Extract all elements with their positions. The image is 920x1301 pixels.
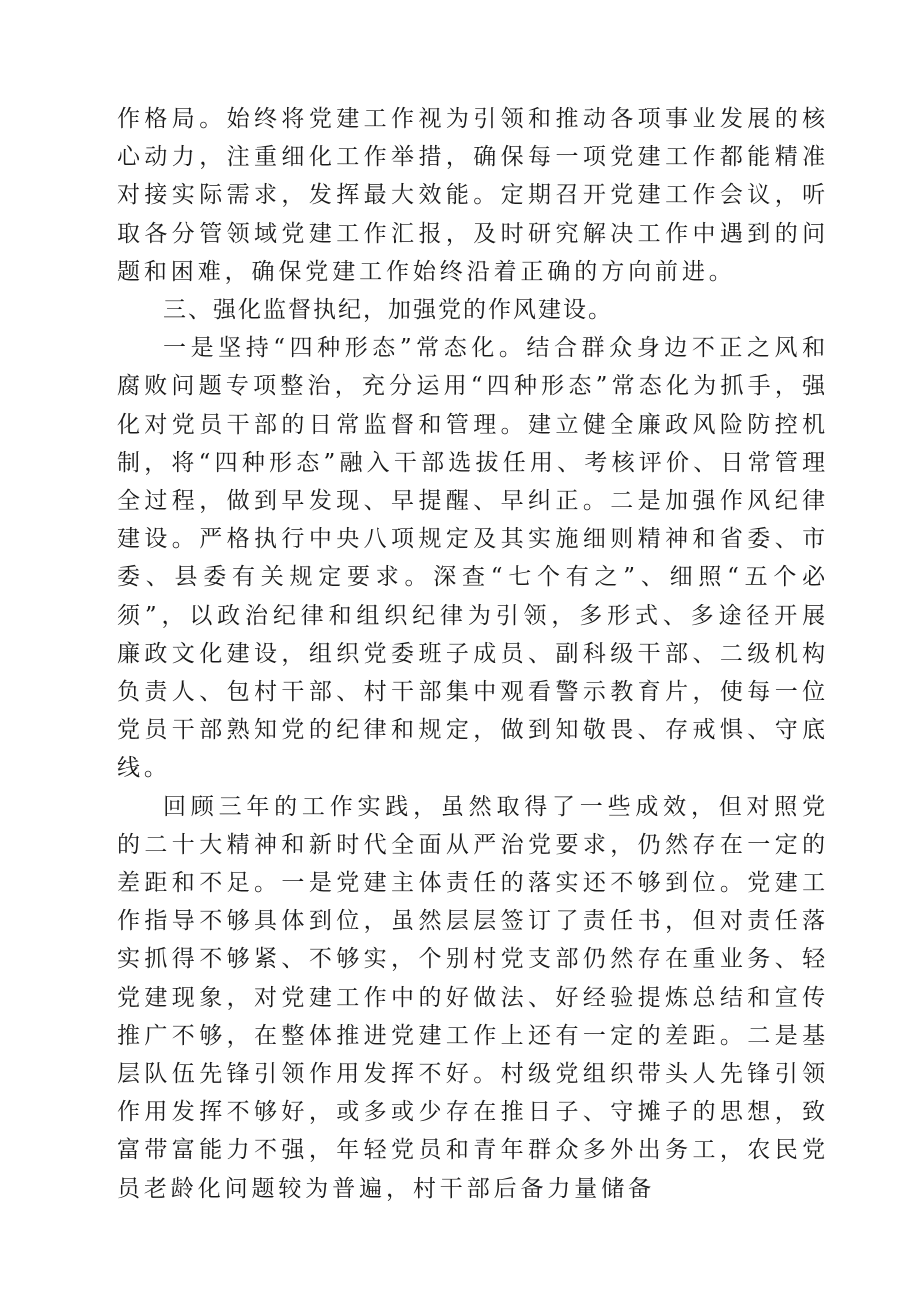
document-page: [117, 100, 829, 1208]
body-paragraph-continued: 作格局。始终将党建工作视为引领和推动各项事业发展的核心动力，注重细化工作举措，确保每一项党建工作都能精准对接实际需求，发挥最大效能。定期召开党建工作会议，听取各分管领域党建工作汇报，及时研究解决工作中遇到的问题和困难，确保党建工作始终沿着正确的方向前进。: [117, 106, 829, 285]
body-paragraph-review: 回顾三年的工作实践，虽然取得了一些成效，但对照党的二十大精神和新时代全面从严治党要求，仍然存在一定的差距和不足。一是党建主体责任的落实还不够到位。党建工作指导不够具体到位，虽然层层签订了责任书，但对责任落实抓得不够紧、不够实，个别村党支部仍然存在重业务、轻党建现象，对党建工作中的好做法、好经验提炼总结和宣传推广不够，在整体推进党建工作上还有一定的差距。二是基层队伍先锋引领作用发挥不好。村级党组织带头人先锋引领作用发挥不够好，或多或少存在推日子、守摊子的思想，致富带富能力不强，年轻党员和青年群众多外出务工，农民党员老龄化问题较为普遍，村干部后备力量储备: [117, 793, 829, 1202]
section-heading: 三、强化监督执纪，加强党的作风建设。: [163, 297, 613, 324]
body-paragraph-four-forms: 一是坚持“四种形态”常态化。结合群众身边不正之风和腐败问题专项整治，充分运用“四种形态”常态化为抓手，强化对党员干部的日常监督和管理。建立健全廉政风险防控机制，将“四种形态”融入干部选拔任用、考核评价、日常管理全过程，做到早发现、早提醒、早纠正。二是加强作风纪律建设。严格执行中央八项规定及其实施细则精神和省委、市委、县委有关规定要求。深查“七个有之”、细照“五个必须”，以政治纪律和组织纪律为引领，多形式、多途径开展廉政文化建设，组织党委班子成员、副科级干部、二级机构负责人、包村干部、村干部集中观看警示教育片，使每一位党员干部熟知党的纪律和规定，做到知敬畏、存戒惧、守底线。: [117, 335, 829, 782]
